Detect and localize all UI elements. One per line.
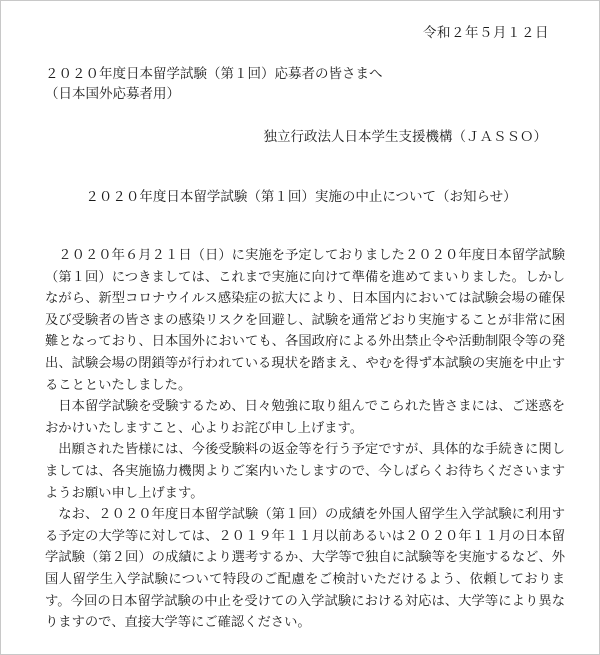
body-paragraph: 日本留学試験を受験するため、日々勉強に取り組んでこられた皆さまには、ご迷惑をおかけいたしますこと、心よりお詫び申し上げます。 — [45, 399, 565, 436]
body-paragraph: なお、２０２０年度日本留学試験（第１回）の成績を外国人留学生入学試験に利用する予定の大学等に対しては、２０１９年１１月以前あるいは２０２０年１１月の日本留学試験（第２回）の成績により選考するか、大学等で独自に試験等を実施するなど、外国人留学生入学試験について特段のご配慮をご検討いただけるよう、依頼しております。今回の日本留学試験の中止を受けての入学試験における対応は、大学等により異なりますので、直接大学等にご確認ください。 — [45, 507, 565, 631]
notice-title: ２０２０年度日本留学試験（第１回）実施の中止について（お知らせ） — [85, 189, 517, 205]
sender-organization: 独立行政法人日本学生支援機構（ＪＡＳＳＯ） — [263, 129, 547, 145]
addressee-line: ２０２０年度日本留学試験（第１回）応募者の皆さまへ — [45, 66, 383, 82]
body-paragraph: ２０２０年６月２１日（日）に実施を予定しておりました２０２０年度日本留学試験（第１回）につきましては、これまで実施に向けて準備を進めてまいりました。しかしながら、新型コロナウイルス感染症の拡大により、日本国内においては試験会場の確保及び受験者の皆さまの感染リスクを回避し、試験を通常どおり実施することが非常に困難となっており、日本国外においても、各国政府による外出禁止令や活動制限令等の発出、試験会場の閉鎖等が行われている現状を踏まえ、やむを得ず本試験の実施を中止することといたしました。 — [45, 248, 565, 393]
body-paragraph: 出願された皆様には、今後受験料の返金等を行う予定ですが、具体的な手続きに関しましては、各実施協力機関よりご案内いたしますので、今しばらくお待ちくださいますようお願い申し上げます。 — [45, 442, 565, 501]
issue-date: 令和２年５月１２日 — [423, 25, 549, 41]
notice-body — [45, 245, 565, 634]
addressee-block — [45, 64, 383, 104]
addressee-subline: （日本国外応募者用） — [45, 86, 180, 102]
